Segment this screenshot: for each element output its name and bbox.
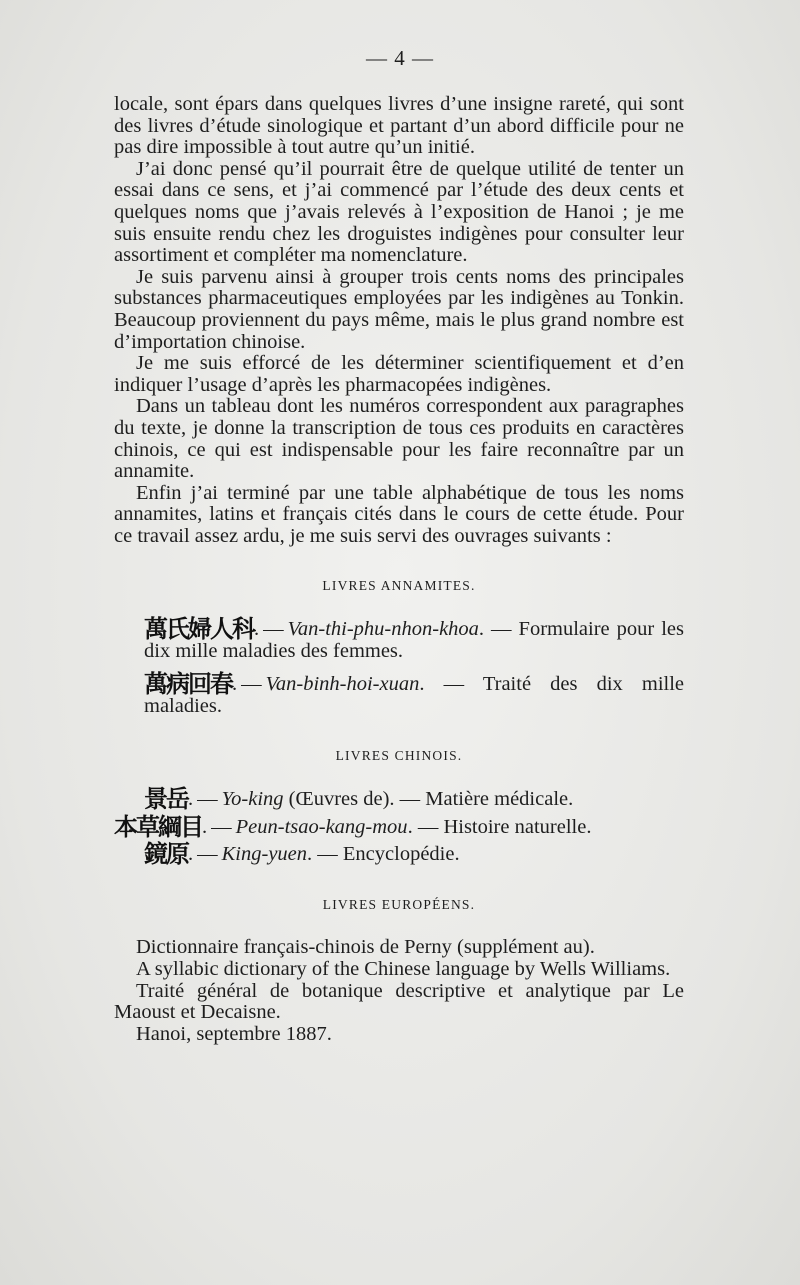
title-period: .	[232, 673, 238, 696]
paragraph-5: Dans un tableau dont les numéros correspondent aux paragraphes du texte, je donne la transcription de tous ces produits en caractères chinois, ce qui est indispensable pour les faire reconnaître par un annamite.	[114, 395, 684, 483]
book-entry	[114, 670, 684, 717]
paragraph-2: J’ai donc pensé qu’il pourrait être de quelque utilité de tenter un essai dans ce sens, et j’ai commencé par l’étude des deux cents et quelques noms que j’avais relevés à l’exposition de Hanoi ; je me suis ensuite rendu chez les droguistes indigènes pour consulter leur assortiment et compléter ma nomenclature.	[114, 157, 684, 267]
chinese-title: 萬病回春	[144, 670, 232, 699]
european-book: Traité général de botanique descriptive et analytique par Le Maoust et Decaisne.	[114, 979, 684, 1024]
place-and-date: Hanoi, septembre 1887.	[136, 1022, 332, 1045]
title-period: .	[188, 788, 194, 811]
heading-livres-annamites: LIVRES ANNAMITES.	[322, 578, 476, 594]
book-description: . — Formulaire pour les dix mille maladies des femmes.	[144, 618, 684, 662]
title-period: .	[202, 815, 208, 838]
transliteration: King-yuen	[221, 843, 308, 866]
em-dash: —	[197, 788, 218, 811]
main-text	[114, 94, 684, 1045]
chinese-books-list	[114, 785, 684, 869]
book-entry	[114, 840, 684, 869]
heading-livres-chinois: LIVRES CHINOIS.	[335, 748, 463, 764]
title-period: .	[188, 843, 194, 866]
transliteration: Peun-tsao-kang-mou	[235, 815, 408, 838]
chinese-title: 本草綱目	[114, 812, 202, 841]
chinese-title: 萬氏婦人科	[144, 615, 254, 644]
chinese-title: 鏡原	[144, 840, 188, 869]
book-description: . — Encyclopédie.	[307, 843, 460, 866]
paragraph-4: Je me suis efforcé de les déterminer scientifiquement et d’en indiquer l’usage d’après les pharmacopées indigènes.	[114, 352, 684, 396]
european-books-list	[114, 937, 684, 1023]
em-dash: —	[241, 673, 262, 696]
em-dash: —	[263, 618, 284, 641]
page-number: — 4 —	[366, 46, 434, 70]
em-dash: —	[197, 843, 218, 866]
paragraph-1: locale, sont épars dans quelques livres d’une insigne rareté, qui sont des livres d’étude sinologique et partant d’un abord difficile pour ne pas dire impossible à tout autre qu’un initié.	[114, 93, 684, 159]
book-entry	[114, 615, 684, 662]
chinese-title: 景岳	[144, 785, 188, 814]
title-period: .	[254, 618, 260, 641]
european-book: A syllabic dictionary of the Chinese language by Wells Williams.	[136, 958, 671, 980]
book-entry	[114, 812, 684, 841]
book-description: . — Histoire naturelle.	[407, 815, 592, 838]
european-book: Dictionnaire français-chinois de Perny (supplément au).	[136, 936, 595, 959]
book-description: . — Traité des dix mille maladies.	[144, 673, 684, 717]
heading-livres-europeens: LIVRES EUROPÉENS.	[322, 896, 476, 912]
transliteration: Yo-king	[221, 788, 284, 811]
book-entry	[114, 785, 684, 814]
em-dash: —	[211, 815, 232, 838]
transliteration: Van-thi-phu-nhon-khoa	[287, 618, 479, 641]
paragraph-3: Je suis parvenu ainsi à grouper trois cents noms des principales substances pharmaceutiques employées par les indigènes au Tonkin. Beaucoup proviennent du pays même, mais le plus grand nombre est d’importation chinoise.	[114, 265, 684, 353]
transliteration: Van-binh-hoi-xuan	[265, 673, 420, 696]
book-description: (Œuvres de). — Matière médicale.	[283, 788, 574, 811]
paragraph-6: Enfin j’ai terminé par une table alphabétique de tous les noms annamites, latins et français cités dans le cours de cette étude. Pour ce travail assez ardu, je me suis servi des ouvrages suivants :	[114, 481, 684, 547]
